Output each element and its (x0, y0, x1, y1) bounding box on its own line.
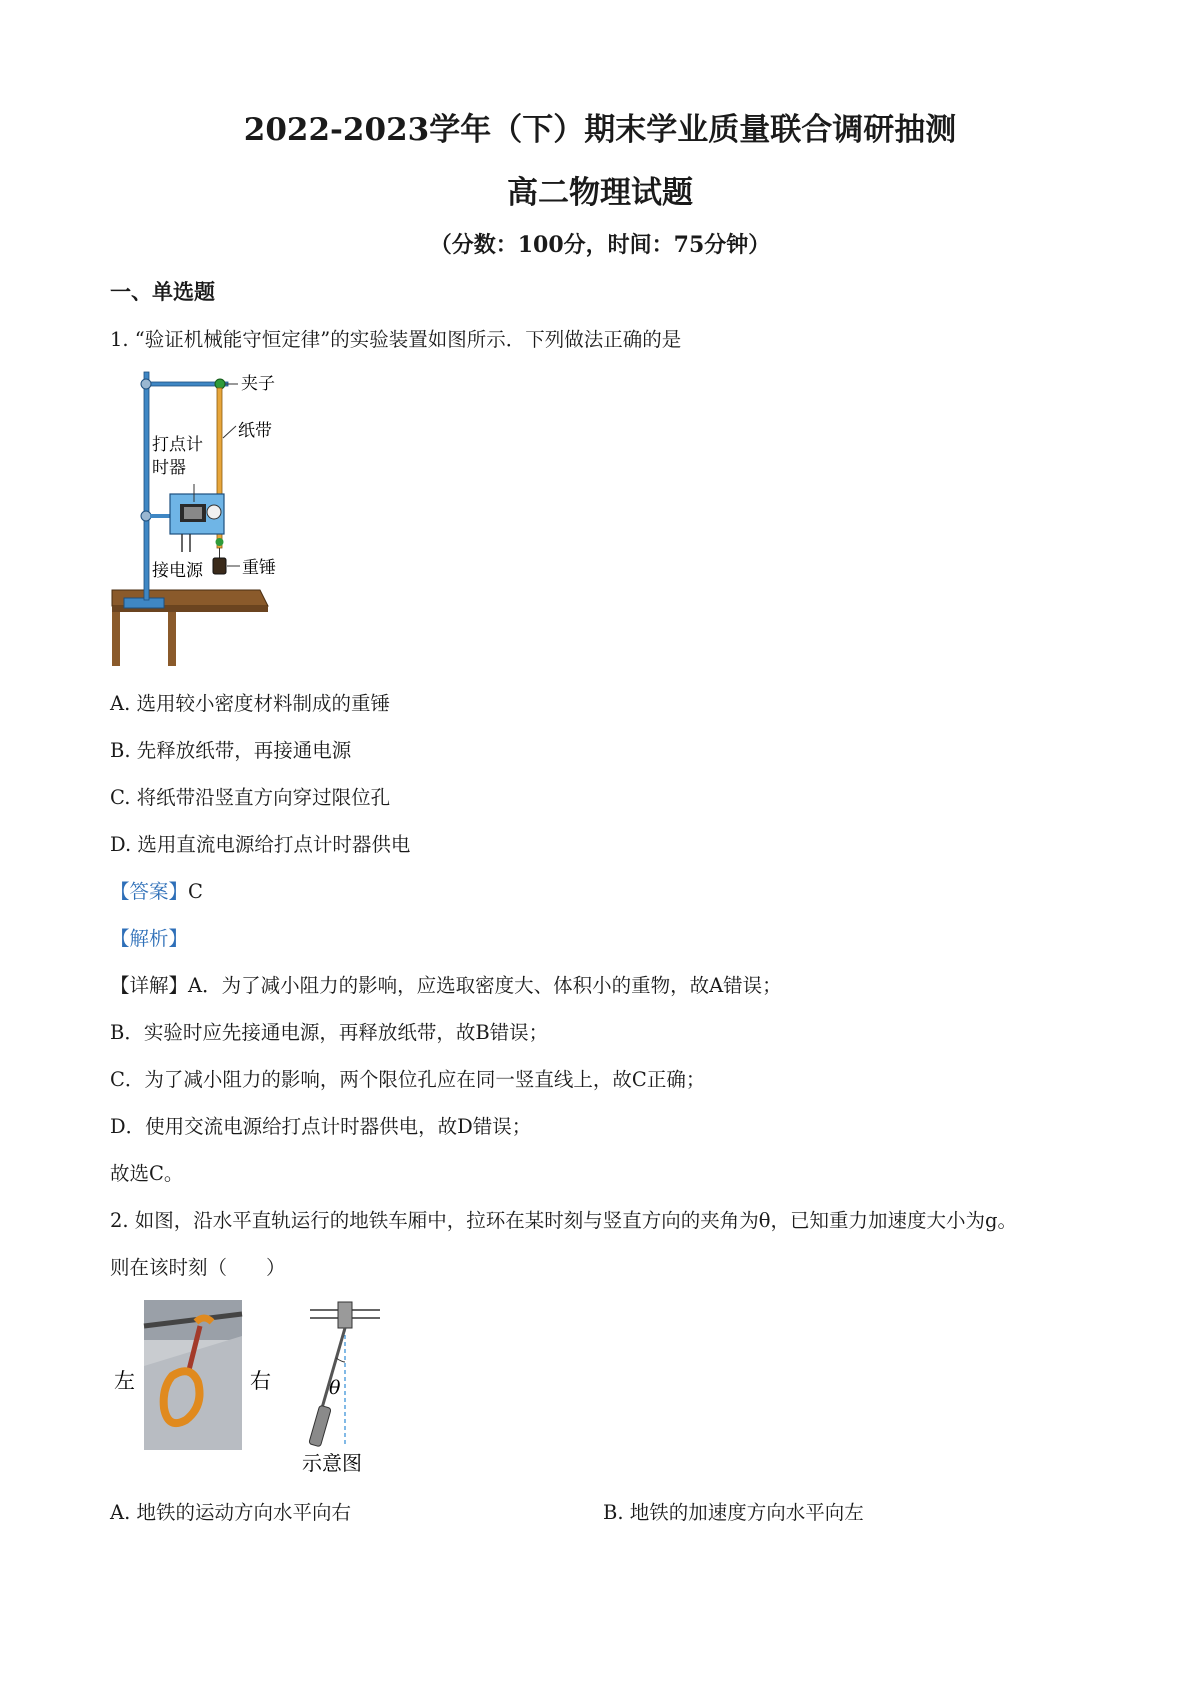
clip-icon (215, 379, 225, 389)
exam-subtitle: 高二物理试题 (507, 175, 693, 211)
label-left: 左 (114, 1369, 135, 1393)
q1-answer (110, 876, 203, 904)
q2-option-b: B. 地铁的加速度方向水平向左 (603, 1501, 864, 1524)
weight-icon (213, 558, 226, 574)
label-timer-2: 时器 (152, 458, 186, 478)
detail-line-2: B．实验时应先接通电源，再释放纸带，故B错误； (110, 1021, 549, 1044)
label-theta: θ (329, 1377, 341, 1399)
q1-apparatus-figure (110, 366, 300, 672)
stand-pole-icon (144, 372, 149, 600)
q2-figure (110, 1296, 390, 1474)
detail-line-5: 故选C。 (110, 1162, 184, 1185)
label-power: 接电源 (152, 561, 203, 581)
rail-mount-icon (338, 1302, 352, 1328)
label-tape: 纸带 (238, 421, 272, 441)
q1-option-a: A. 选用较小密度材料制成的重锤 (110, 692, 390, 715)
label-weight: 重锤 (242, 558, 276, 578)
q2-option-a: A. 地铁的运动方向水平向右 (110, 1501, 351, 1524)
section-heading: 一、单选题 (110, 279, 215, 304)
detail-line-4: D．使用交流电源给打点计时器供电，故D错误； (110, 1115, 532, 1138)
analysis-tag: 【解析】 (110, 927, 189, 950)
label-caption: 示意图 (302, 1451, 362, 1474)
handle-schematic-icon (309, 1405, 332, 1447)
label-right: 右 (250, 1369, 271, 1393)
score-time: （分数：100分，时间：75分钟） (429, 232, 771, 258)
q1-option-b: B. 先释放纸带，再接通电源 (110, 739, 352, 762)
label-clip: 夹子 (241, 374, 275, 394)
q2-stem-line2: 则在该时刻（ ） (110, 1256, 286, 1279)
q1-stem: 1. “验证机械能守恒定律”的实验装置如图所示．下列做法正确的是 (110, 328, 682, 351)
q2-stem-line1: 2. 如图，沿水平直轨运行的地铁车厢中，拉环在某时刻与竖直方向的夹角为θ，已知重力加速度大小为g。 (110, 1209, 1018, 1232)
q1-option-d: D. 选用直流电源给打点计时器供电 (110, 833, 411, 856)
answer-tag: 【答案】 (110, 880, 189, 903)
detail-line-3: C．为了减小阻力的影响，两个限位孔应在同一竖直线上，故C正确； (110, 1068, 706, 1091)
exam-title: 2022-2023学年（下）期末学业质量联合调研抽测 (243, 112, 957, 148)
label-timer-1: 打点计 (152, 435, 203, 455)
q1-option-c: C. 将纸带沿竖直方向穿过限位孔 (110, 786, 391, 809)
answer-value: C (188, 880, 203, 903)
detail-tag: 【详解】 (110, 974, 189, 997)
detail-line-1: 【详解】A．为了减小阻力的影响，应选取密度大、体积小的重物，故A错误； (110, 974, 782, 997)
table-leg-icon (112, 606, 120, 666)
